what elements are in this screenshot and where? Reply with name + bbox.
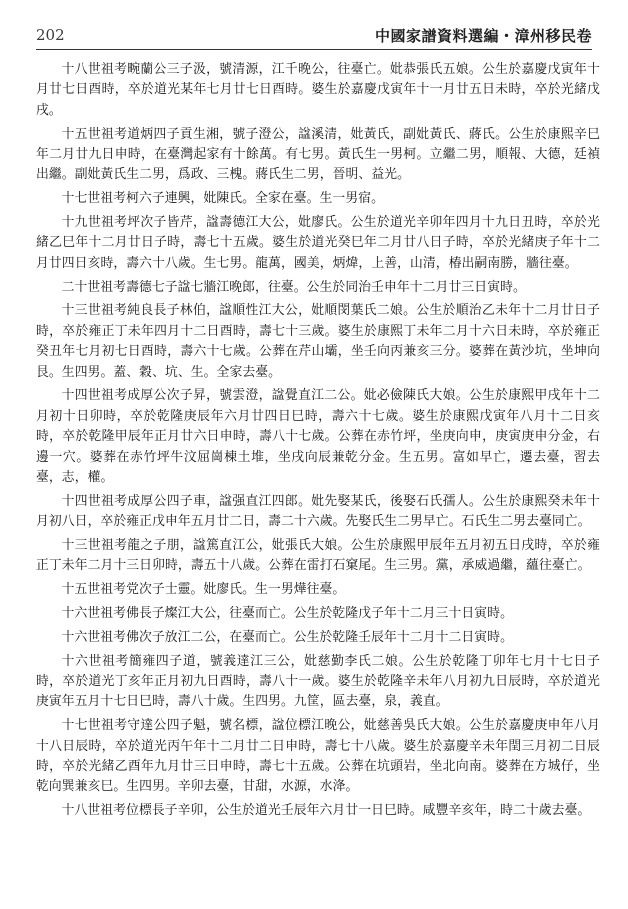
paragraph: 十六世祖考佛次子放江二公，在臺而亡。公生於乾隆壬辰年十二月十二日寅時。 — [61, 629, 513, 645]
paragraph: 十六世祖考佛長子燦江大公，往臺而亡。公生於乾隆戊子年十二月三十日寅時。 — [61, 606, 513, 622]
paragraph: 十八世祖考畹蘭公三子汲，號清源，江千晚公，往臺亡。妣恭張氏五娘。公生於嘉慶戊寅年十月廿七日酉時，卒於道光某年七月廿七日酉時。婆生於嘉慶戊寅年十一月廿五日未時，卒於光緒戊戌。 — [36, 62, 600, 118]
page-number: 202 — [36, 26, 65, 44]
paragraph: 十七世祖考守達公四子魁，號名標，諡位標江晚公，妣慈善吳氏大娘。公生於嘉慶庚申年八月十八日辰時，卒於道光丙午年十二月廿二日申時，壽七十八歲。婆生於嘉慶辛未年閏三月初二日辰時，卒於光緒乙酉年九月廿三日申時，壽七十五歲。公葬在坑頭岩，坐北向南。婆葬在方城仔，坐乾向巽兼亥巳。生四男。辛卯去臺，甘甜，水源，水洚。 — [36, 718, 600, 795]
paragraph: 十九世祖考坪次子皆芹，諡壽德江大公，妣廖氏。公生於道光辛卯年四月十九日丑時，卒於光緒乙巳年十二月廿日子時，壽七十五歲。婆生於道光癸巳年二月廿八日子時，卒於光緒庚子年十二月廿四日亥時，壽六十八歲。生七男。龍萬，國美，炳煒，上善，山清，椿出嗣南勝，牆往臺。 — [36, 215, 600, 271]
paragraph: 二十世祖考壽德七子諡七牆江晚郎，往臺。公生於同治壬申年十二月廿三日寅時。 — [61, 279, 526, 295]
paragraph: 十三世祖考龍之子朋，諡篤直江公，妣張氏大娘。公生於康熙甲辰年五月初五日戌時，卒於雍正丁未年二月十三日卯時，壽五十八歲。公葬在雷打石窠尾。生三男。黨，承威過繼，蘊往臺亡。 — [36, 538, 600, 574]
paragraph: 十六世祖考簡雍四子道，號義達江三公，妣慈勤李氏二娘。公生於乾隆丁卯年七月十七日子時，卒於道光丁亥年正月初九日酉時，壽八十一歲。婆生於乾隆辛未年八月初九日辰時，卒於道光庚寅年五月十七日巳時，壽八十歲。生四男。九筐，區去臺，泉，義直。 — [36, 653, 600, 710]
paragraph: 十五世祖考党次子士靈。妣廖氏。生一男燁往臺。 — [61, 582, 346, 598]
paragraph: 十七世祖考柯六子連興，妣陳氏。全家在臺。生一男宿。 — [61, 191, 385, 207]
paragraph: 十四世祖考成厚公四子車，諡强直江四郎。妣先娶某氏，後娶石氏孺人。公生於康熙癸未年十月初八日，卒於雍正戊申年五月廿二日，壽二十六歲。先娶氏生二男早亡。石氏生二男去臺同亡。 — [36, 493, 600, 530]
paragraph: 十八世祖考位標長子辛卯，公生於道光壬辰年六月廿一日巳時。咸豐辛亥年，時二十歲去臺。 — [61, 803, 591, 819]
header-rule — [36, 49, 592, 50]
document-body — [36, 60, 600, 825]
paragraph: 十五世祖考道炳四子貢生湘，號子澄公，諡溪清，妣黃氏，副妣黃氏、蔣氏。公生於康熙辛巳年二月廿九日申時，在臺灣起家有十餘萬。有七男。黃氏生一男柯。立繼二男，順報、大德，廷禎出繼。副妣黃氏生二男，爲政、三槐。蔣氏生二男，晉明、益光。 — [36, 126, 600, 183]
running-title: 中國家譜資料選編・漳州移民卷 — [374, 27, 592, 45]
page-header — [36, 24, 592, 50]
paragraph: 十三世祖考純良長子林伯，諡順性江大公，妣順閔葉氏二娘。公生於順治乙未年十二月廿日子時，卒於雍正丁未年四月十二日酉時，壽七十三歲。婆生於康熙丁未年二月十六日未時，卒於雍正癸丑年七月初七日酉時，壽六十七歲。公葬在芹山壩，坐壬向丙兼亥三分。婆葬在黃沙坑，坐坤向艮。生四男。蓋、穀、坑、生。全家去臺。 — [36, 303, 600, 380]
paragraph: 十四世祖考成厚公次子昇，號雲澄，諡覺直江二公。妣必儉陳氏大娘。公生於康熙甲戌年十二月初十日卯時，卒於乾隆庚辰年六月廿四日巳時，壽六十七歲。婆生於康熙戊寅年八月十二日亥時，卒於乾隆甲辰年正月廿六日申時，壽八十七歲。公葬在赤竹坪，坐庚向申，庚寅庚申分金，右邊一穴。婆葬在赤竹坪牛汶屈崗棟土堆，坐戌向辰兼乾分金。生五男。富如早亡，遷去臺，習去臺，志，權。 — [36, 388, 600, 486]
